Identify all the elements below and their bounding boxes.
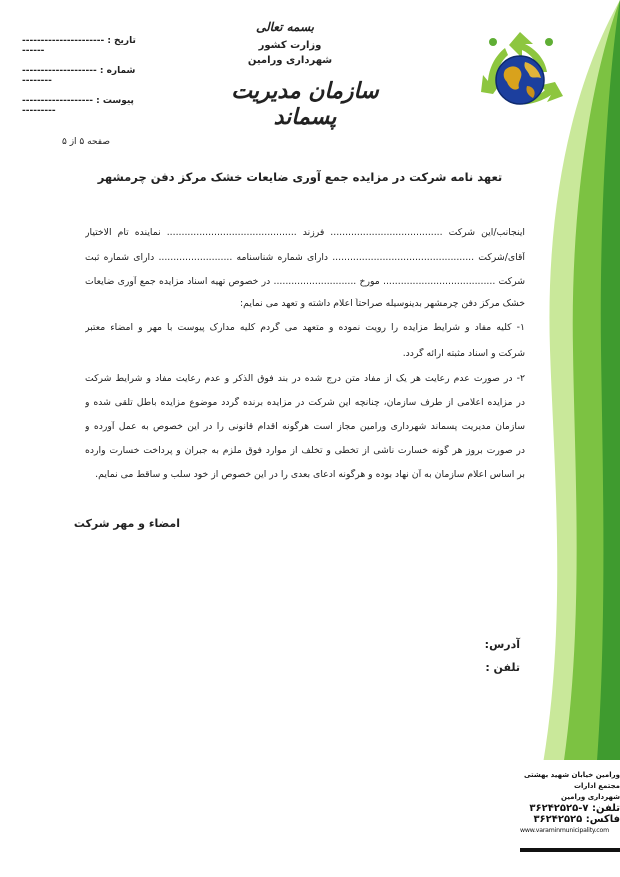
attachment-field — [22, 96, 137, 116]
date-label: تاریخ : — [107, 36, 136, 46]
body-line-10: در صورت بروز هر گونه خسارت ناشی از تخطی و تخلف از موارد فوق ملزم به جبران و پرداخت خسارت وارده — [85, 445, 525, 456]
body-line-8: در مزایده اعلامی از طرف سازمان، چنانچه این شرکت در مزایده برنده گردد موضوع مزایده باطل تلقی شده و — [85, 397, 525, 408]
number-dots: ---------------------------- — [22, 66, 97, 86]
footer-fax: فاکس: ۳۶۲۴۲۵۲۵ — [533, 814, 620, 825]
address-label: آدرس: — [484, 638, 520, 651]
recycling-globe-logo — [475, 30, 565, 120]
footer-contact — [520, 770, 620, 836]
attachment-dots: ---------------------------- — [22, 96, 93, 116]
basmala: بسمه تعالی — [255, 20, 315, 34]
footer-address-line2: مجتمع ادارات — [573, 782, 620, 790]
footer-address-line1: ورامین خیابان شهید بهشتی — [523, 771, 620, 779]
body-line-5: ۱- کلیه مفاد و شرایط مزایده را رویت نموده و متعهد می گردم کلیه مدارک پیوست با مهر و امضاء معتبر — [85, 322, 525, 333]
body-line-11: بر اساس اعلام سازمان به آن نهاد بوده و هرگونه ادعای بعدی را در این خصوص از خود سلب و ساقط می نمایم. — [95, 469, 525, 480]
number-field — [22, 66, 137, 86]
body-line-3: شرکت ...................................... مورخ ............................ در خصوص تهیه اسناد مزایده جمع آوری ضایعات — [85, 276, 525, 287]
attachment-label: پیوست : — [96, 96, 134, 106]
document-title: تعهد نامه شرکت در مزایده جمع آوری ضایعات خشک مرکز دفن چرمشهر — [97, 170, 503, 184]
body-line-1: اینجانب/این شرکت ...................................... فرزند ............................................ نماینده تام الاختیار — [85, 227, 525, 238]
body-line-4: خشک مرکز دفن چرمشهر بدینوسیله صراحتاً اعلام داشته و تعهد می نمایم: — [240, 298, 525, 309]
body-line-9: سازمان مدیریت پسماند شهرداری ورامین مجاز است هرگونه اقدام قانونی را در این خصوص به عمل آورده و — [85, 421, 525, 432]
phone-label: تلفن : — [485, 661, 520, 674]
footer-address-line3: شهرداری ورامین — [560, 793, 620, 801]
body-line-2: آقای/شرکت ................................................ دارای شماره شناسنامه ......................... دارای شماره ثبت — [85, 252, 525, 263]
page-number: صفحه ۵ از ۵ — [62, 137, 110, 147]
footer-divider — [520, 848, 620, 852]
date-field — [22, 36, 137, 56]
body-line-7: ۲- در صورت عدم رعایت هر یک از مفاد متن درج شده در بند فوق الذکر و عدم رعایت مفاد و شرایط شرکت — [85, 373, 525, 384]
footer-url: www.varaminmunicipality.com — [520, 827, 609, 834]
green-side-band — [515, 0, 620, 877]
signature-label: امضاء و مهر شرکت — [73, 517, 180, 530]
body-line-6: شرکت و اسناد مثبته ارائه گردد. — [402, 348, 525, 359]
date-dots: ---------------------------- — [22, 36, 105, 56]
organization-name: سازمان مدیریت پسماند — [231, 78, 379, 130]
ministry-name: وزارت کشور — [258, 40, 322, 51]
municipality-name: شهرداری ورامین — [247, 55, 333, 66]
number-label: شماره : — [99, 66, 136, 76]
footer-phone: تلفن: ۷-۳۶۲۴۲۵۲۵ — [529, 803, 620, 814]
